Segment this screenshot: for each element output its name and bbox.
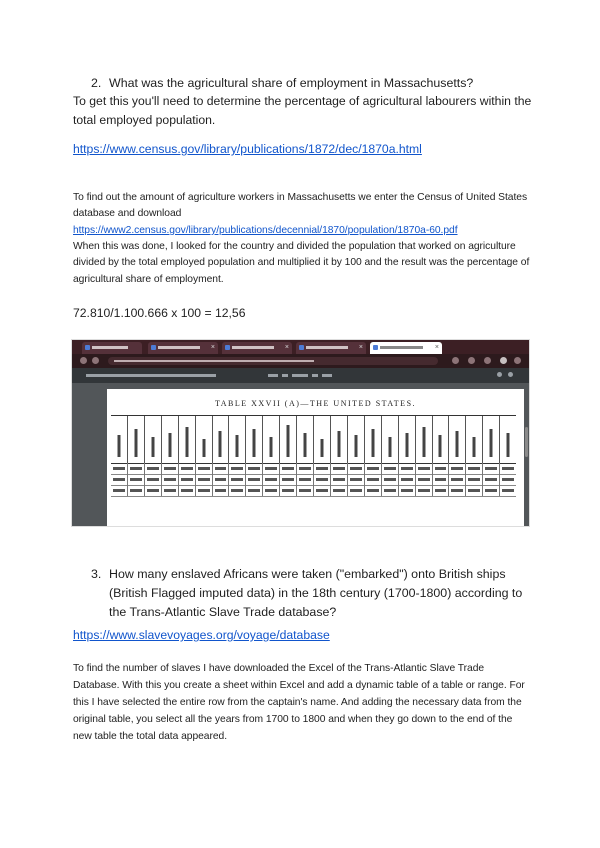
table-header-cell (500, 416, 516, 463)
table-cell (449, 463, 466, 474)
table-cell (280, 485, 297, 496)
avatar (500, 357, 507, 364)
table-cell (229, 474, 246, 485)
q2-intro: To get this you'll need to determine the percentage of agricultural labourers within the total employed population. (73, 94, 532, 127)
table-cell (229, 463, 246, 474)
table-cell (179, 463, 196, 474)
table-cell (297, 463, 314, 474)
table-header-cell (297, 416, 314, 463)
q2-paragraph-2: When this was done, I looked for the country and divided the population that worked on agriculture divided by the total employed population and multiplied it by 100 and the result was the percentage of agricultural share of employment. (73, 241, 530, 285)
table-header-cell (449, 416, 466, 463)
table-header-cell (314, 416, 331, 463)
table-cell (111, 485, 128, 496)
table-cell (297, 485, 314, 496)
profile-icon (484, 357, 491, 364)
table-header-cell (229, 416, 246, 463)
table-cell (196, 485, 213, 496)
table-cell (145, 474, 162, 485)
table-header-cell (196, 416, 213, 463)
table-header-cell (280, 416, 297, 463)
browser-tab: × (222, 342, 292, 354)
back-icon (80, 357, 87, 364)
table-cell (433, 485, 450, 496)
table-cell (179, 485, 196, 496)
table-cell (213, 463, 230, 474)
table-header-cell (416, 416, 433, 463)
table-header-cell (128, 416, 145, 463)
table-cell (365, 485, 382, 496)
q3-heading (91, 565, 531, 622)
table-cell (246, 463, 263, 474)
table-cell (365, 474, 382, 485)
table-header-cell (213, 416, 230, 463)
table-cell (229, 485, 246, 496)
table-header-cell (145, 416, 162, 463)
table-cell (331, 463, 348, 474)
browser-address-bar (72, 354, 529, 368)
table-cell (466, 485, 483, 496)
table-cell (128, 463, 145, 474)
table-cell (128, 485, 145, 496)
table-cell (246, 474, 263, 485)
table-cell (483, 485, 500, 496)
table-cell (213, 474, 230, 485)
q2-paragraph-1: To find out the amount of agriculture workers in Massachusetts we enter the Census of United States database and download (73, 192, 528, 220)
table-cell (466, 474, 483, 485)
q2-formula: 72.810/1.100.666 x 100 = 12,56 (73, 306, 246, 320)
omnibox (108, 357, 438, 365)
print-icon (508, 372, 513, 377)
table-header-cell (483, 416, 500, 463)
table-cell (314, 463, 331, 474)
table-header-cell (179, 416, 196, 463)
pdf-viewer (72, 383, 529, 526)
table-cell (297, 474, 314, 485)
q3-number: 3. (91, 567, 102, 581)
table-header-cell (365, 416, 382, 463)
menu-icon (514, 357, 521, 364)
table-header-cell (263, 416, 280, 463)
browser-tab-bar (72, 340, 529, 354)
q3-paragraph: To find the number of slaves I have downloaded the Excel of the Trans-Atlantic Slave Trade Database. With this you create a sheet within Excel and add a dynamic table of a table or range. For this I have selected the entire row from the captain's name. And adding the necessary data from the original table, you select all the years from 1700 to 1800 and when they go down to the end of the new table the total data appeared. (73, 663, 525, 742)
table-cell (331, 485, 348, 496)
scrollbar (525, 427, 528, 457)
table-cell (314, 485, 331, 496)
table-cell (246, 485, 263, 496)
table-cell (145, 485, 162, 496)
table-cell (280, 463, 297, 474)
download-icon (497, 372, 502, 377)
q2-question: What was the agricultural share of employment in Massachusetts? (109, 76, 474, 90)
extension-icon (468, 357, 475, 364)
table-cell (500, 485, 516, 496)
table-header-cell (162, 416, 179, 463)
table-cell (111, 463, 128, 474)
table-cell (145, 463, 162, 474)
table-cell (314, 474, 331, 485)
table-cell (111, 474, 128, 485)
table-cell (263, 485, 280, 496)
table-cell (365, 463, 382, 474)
table-cell (162, 463, 179, 474)
census-table-screenshot (71, 339, 530, 527)
table-cell (382, 463, 399, 474)
browser-tab-active: × (370, 342, 442, 354)
table-cell (263, 463, 280, 474)
table-cell (128, 474, 145, 485)
table-cell (348, 463, 365, 474)
table-header-row (111, 415, 516, 464)
bookmark-icon (452, 357, 459, 364)
census-pdf-link[interactable]: https://www2.census.gov/library/publications/decennial/1870/population/1870a-60.pdf (73, 225, 458, 236)
table-cell (382, 474, 399, 485)
table-header-cell (348, 416, 365, 463)
table-cell (433, 463, 450, 474)
pdf-toolbar (72, 368, 529, 383)
table-cell (162, 474, 179, 485)
table-cell (196, 463, 213, 474)
table-cell (416, 474, 433, 485)
table-row (111, 485, 516, 497)
table-cell (416, 485, 433, 496)
table-cell (399, 474, 416, 485)
table-cell (416, 463, 433, 474)
table-header-cell (382, 416, 399, 463)
census-1870a-link[interactable]: https://www.census.gov/library/publications/1872/dec/1870a.html (73, 142, 422, 156)
table-cell (162, 485, 179, 496)
table-cell (280, 474, 297, 485)
table-cell (433, 474, 450, 485)
browser-tab: × (296, 342, 366, 354)
reload-icon (92, 357, 99, 364)
table-cell (196, 474, 213, 485)
table-cell (382, 485, 399, 496)
browser-tab: × (148, 342, 218, 354)
table-cell (399, 463, 416, 474)
table-cell (449, 485, 466, 496)
table-cell (179, 474, 196, 485)
table-cell (449, 474, 466, 485)
table-header-cell (433, 416, 450, 463)
q2-number: 2. (91, 76, 102, 90)
table-cell (500, 474, 516, 485)
table-title: TABLE XXVII (A)—THE UNITED STATES. (214, 399, 417, 408)
browser-tab (82, 342, 142, 354)
pdf-page (107, 389, 524, 526)
table-header-cell (331, 416, 348, 463)
table-header-cell (399, 416, 416, 463)
q2-heading (91, 74, 551, 93)
table-cell (263, 474, 280, 485)
table-cell (348, 485, 365, 496)
table-cell (466, 463, 483, 474)
q3-question: How many enslaved Africans were taken ("embarked") onto British ships (British Flagged imputed data) in the 18th century (1700-1800) according to the Trans-Atlantic Slave Trade database? (109, 567, 523, 619)
table-header-cell (111, 416, 128, 463)
table-cell (348, 474, 365, 485)
table-cell (483, 463, 500, 474)
table-header-cell (466, 416, 483, 463)
table-cell (213, 485, 230, 496)
table-cell (500, 463, 516, 474)
table-cell (331, 474, 348, 485)
table-cell (483, 474, 500, 485)
table-header-cell (246, 416, 263, 463)
table-cell (399, 485, 416, 496)
slavevoyages-link[interactable]: https://www.slavevoyages.org/voyage/database (73, 628, 330, 642)
